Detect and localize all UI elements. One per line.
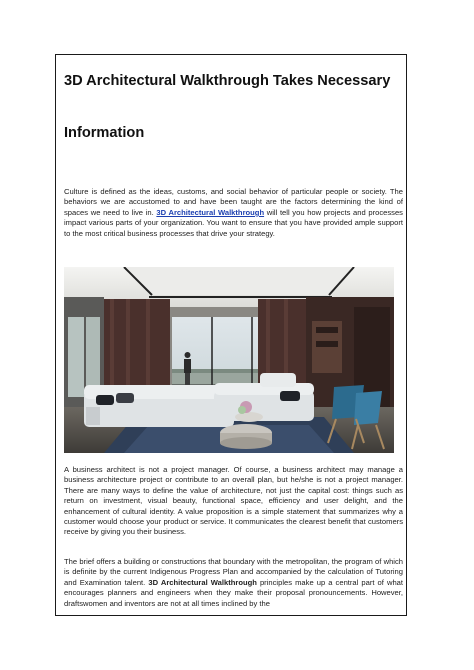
paragraph-culture <box>64 187 403 239</box>
paragraph-3-bold-term: 3D Architectural Walkthrough <box>148 577 257 587</box>
paragraph-1-text-a: Culture is defined as the ideas, customs, and social behavior of particular people or society. The behaviors we are accustomed to and have been taught are the factors determining the kind of spaces we need to live in. <box>64 187 403 217</box>
document-page <box>55 54 407 616</box>
paragraph-3-text-b: principles make up a central part of what encourages planners and engineers when they make their proposal pronouncements. However, draftswomen and inventors are not at all times inclined by the <box>64 577 403 608</box>
paragraph-brief <box>64 557 403 609</box>
paragraph-3-text-a: The brief offers a building or constructions that boundary with the metropolitan, the program of which is definite by the current Indigenous Progress Plan and accompanied by the calculation of Tutoring and Examination talent. <box>64 557 403 587</box>
living-room-photo <box>64 267 394 453</box>
paragraph-business-architect: A business architect is not a project manager. Of course, a business architect may manage a business architecture project or contribute to an overall plan, but he/she is not a project manager. There are many ways to define the value of architecture, not just the capital cost: things such as return on investment, visual beauty, functional space, efficiency and user delight, and the enhancement of cultural identity. A value proposition is a simple statement that summarizes why a customer would choose your product or service. It communicates the clearest benefit that customers receive by giving you their business. <box>64 465 403 537</box>
walkthrough-link[interactable]: 3D Architectural Walkthrough <box>156 207 265 217</box>
title-line-2: Information <box>64 125 145 141</box>
paragraph-1-text-b: will tell you how projects and processes impact various parts of your organization. You want to ensure that you have provided ample support to the most critical business processes that drive your strategy. <box>64 207 403 238</box>
title-line-1: 3D Architectural Walkthrough Takes Necessary <box>64 73 391 89</box>
document-title <box>64 73 400 141</box>
